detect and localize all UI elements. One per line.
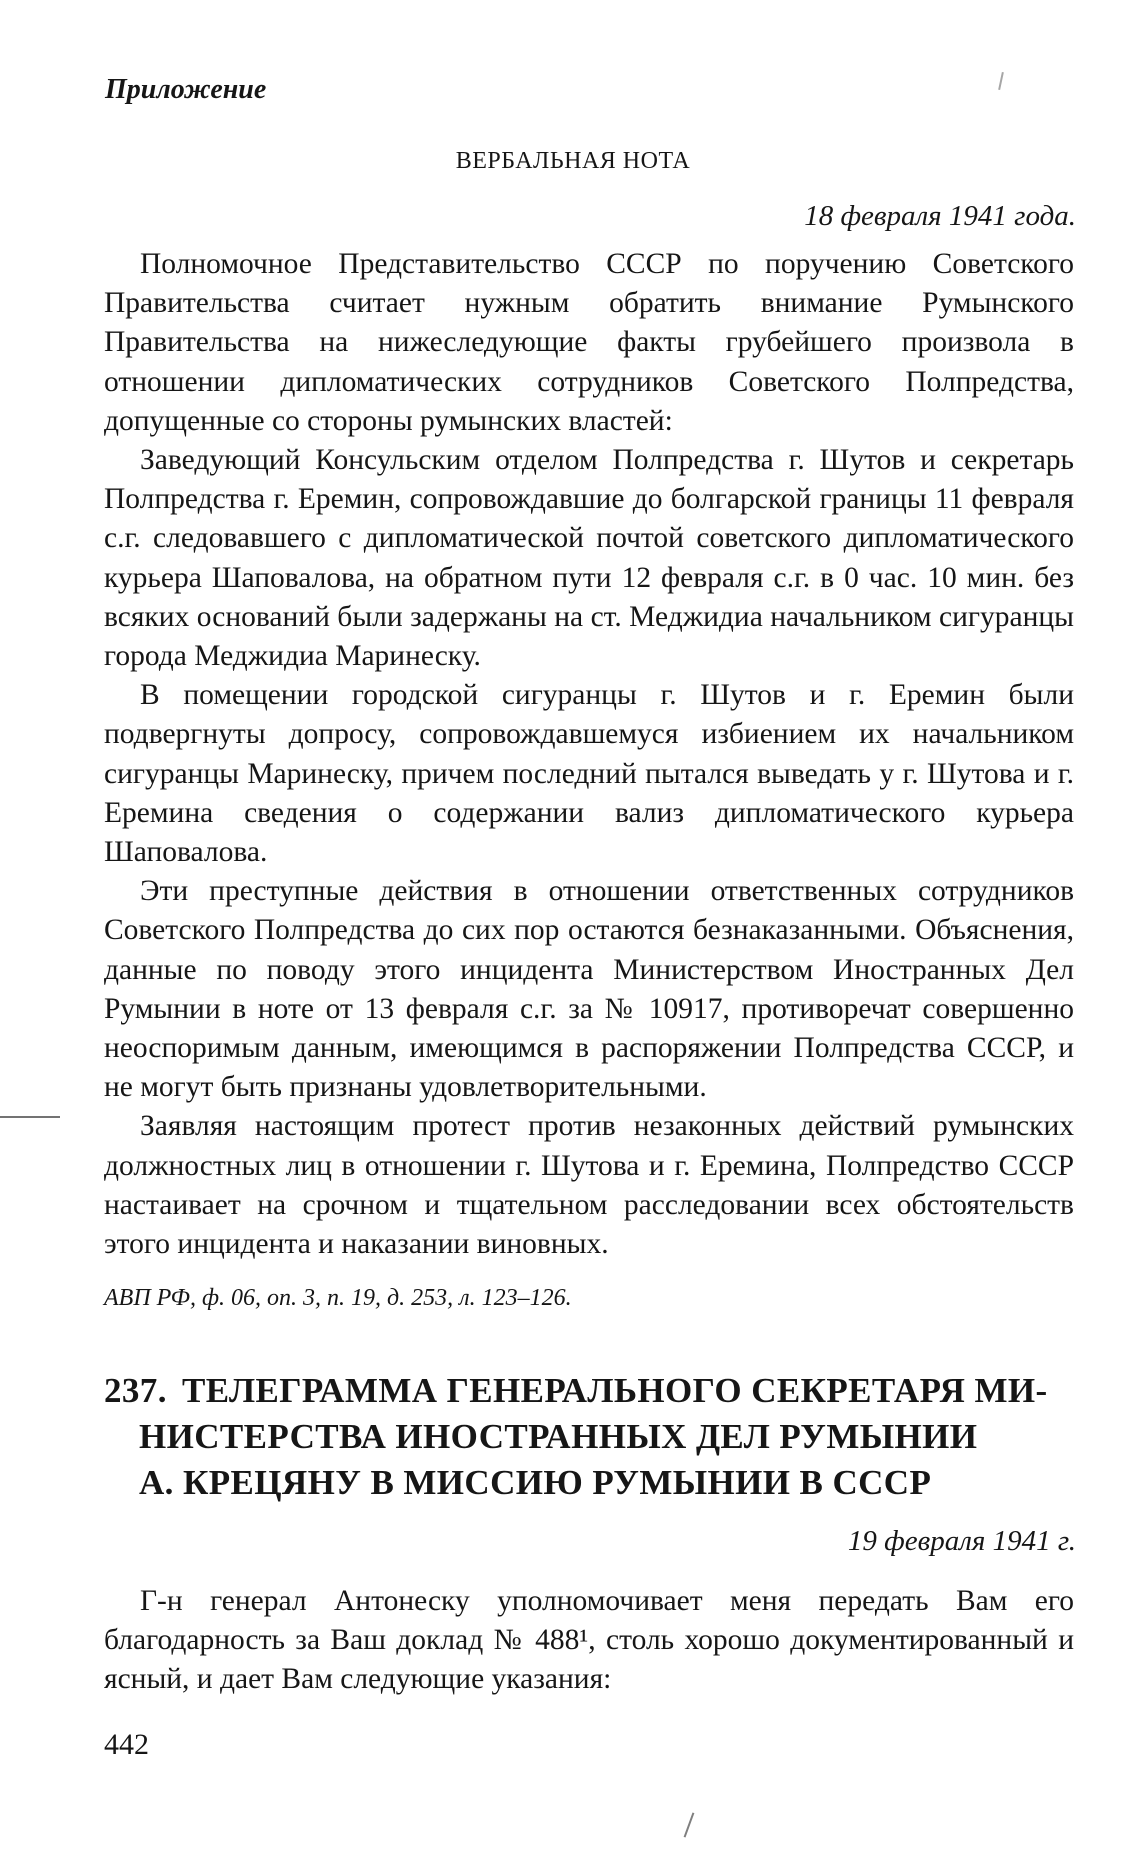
note-paragraph: Полномочное Представительство СССР по поручению Советского Правительства считает нужным обратить внимание Румынского Правительства на нижеследующие факты грубейшего произвола в отношении дипломатических сотрудников Советского Полпредства, допущенные со стороны румынских властей: <box>104 248 1074 437</box>
margin-tick <box>998 72 1004 90</box>
heading-line-2: НИСТЕРСТВА ИНОСТРАННЫХ ДЕЛ РУМЫНИИ <box>139 1417 978 1456</box>
document-number: 237. <box>104 1371 167 1410</box>
telegram-date: 19 февраля 1941 г. <box>847 1525 1076 1557</box>
stray-pencil-mark <box>684 1812 695 1837</box>
telegram-body <box>104 1582 1074 1700</box>
note-paragraph: Заявляя настоящим протест против незаконных действий румынских должностных лиц в отношении г. Шутова и г. Еремина, Полпредство СССР настаивает на срочном и тщательном расследовании всех обстоятельств этого инцидента и наказании виновных. <box>104 1110 1074 1261</box>
note-body <box>104 245 1074 1264</box>
telegram-paragraph: Г-н генерал Антонеску уполномочивает меня передать Вам его благодарность за Ваш доклад № 488¹, столь хорошо документированный и ясный, и дает Вам следующие указания: <box>104 1585 1074 1696</box>
appendix-label: Приложение <box>105 74 267 105</box>
note-title: ВЕРБАЛЬНАЯ НОТА <box>455 148 691 174</box>
document-heading <box>104 1368 1074 1506</box>
page-number: 442 <box>104 1728 149 1761</box>
note-paragraph: Эти преступные действия в отношении ответственных сотрудников Советского Полпредства до сих пор остаются безнаказанными. Объяснения, данные по поводу этого инцидента Министерством Иностранных Дел Румынии в ноте от 13 февраля с.г. за № 10917, противоречат совершенно неоспоримым данным, имеющимся в распоряжении Полпредства СССР, и не могут быть признаны удовлетворительными. <box>104 875 1074 1104</box>
heading-line-3: А. КРЕЦЯНУ В МИССИЮ РУМЫНИИ В СССР <box>139 1463 932 1502</box>
heading-line-1: ТЕЛЕГРАММА ГЕНЕРАЛЬНОГО СЕКРЕТАРЯ МИ- <box>182 1371 1048 1410</box>
note-paragraph: В помещении городской сигуранцы г. Шутов и г. Еремин были подвергнуты допросу, сопровождавшемуся избиением их начальником сигуранцы Маринеску, причем последний пытался выведать у г. Шутова и г. Еремина сведения о содержании вализ дипломатического курьера Шаповалова. <box>104 679 1074 869</box>
note-date: 18 февраля 1941 года. <box>804 200 1076 232</box>
margin-pencil-mark <box>0 1116 60 1118</box>
archive-reference: АВП РФ, ф. 06, оп. 3, п. 19, д. 253, л. 123–126. <box>104 1285 572 1311</box>
note-paragraph: Заведующий Консульским отделом Полпредства г. Шутов и секретарь Полпредства г. Еремин, сопровождавшие до болгарской границы 11 февраля с.г. следовавшего с дипломатической почтой советского дипломатического курьера Шаповалова, на обратном пути 12 февраля с.г. в 0 час. 10 мин. без всяких оснований были задержаны на ст. Меджидиа начальником сигуранцы города Меджидиа Маринеску. <box>104 444 1074 673</box>
